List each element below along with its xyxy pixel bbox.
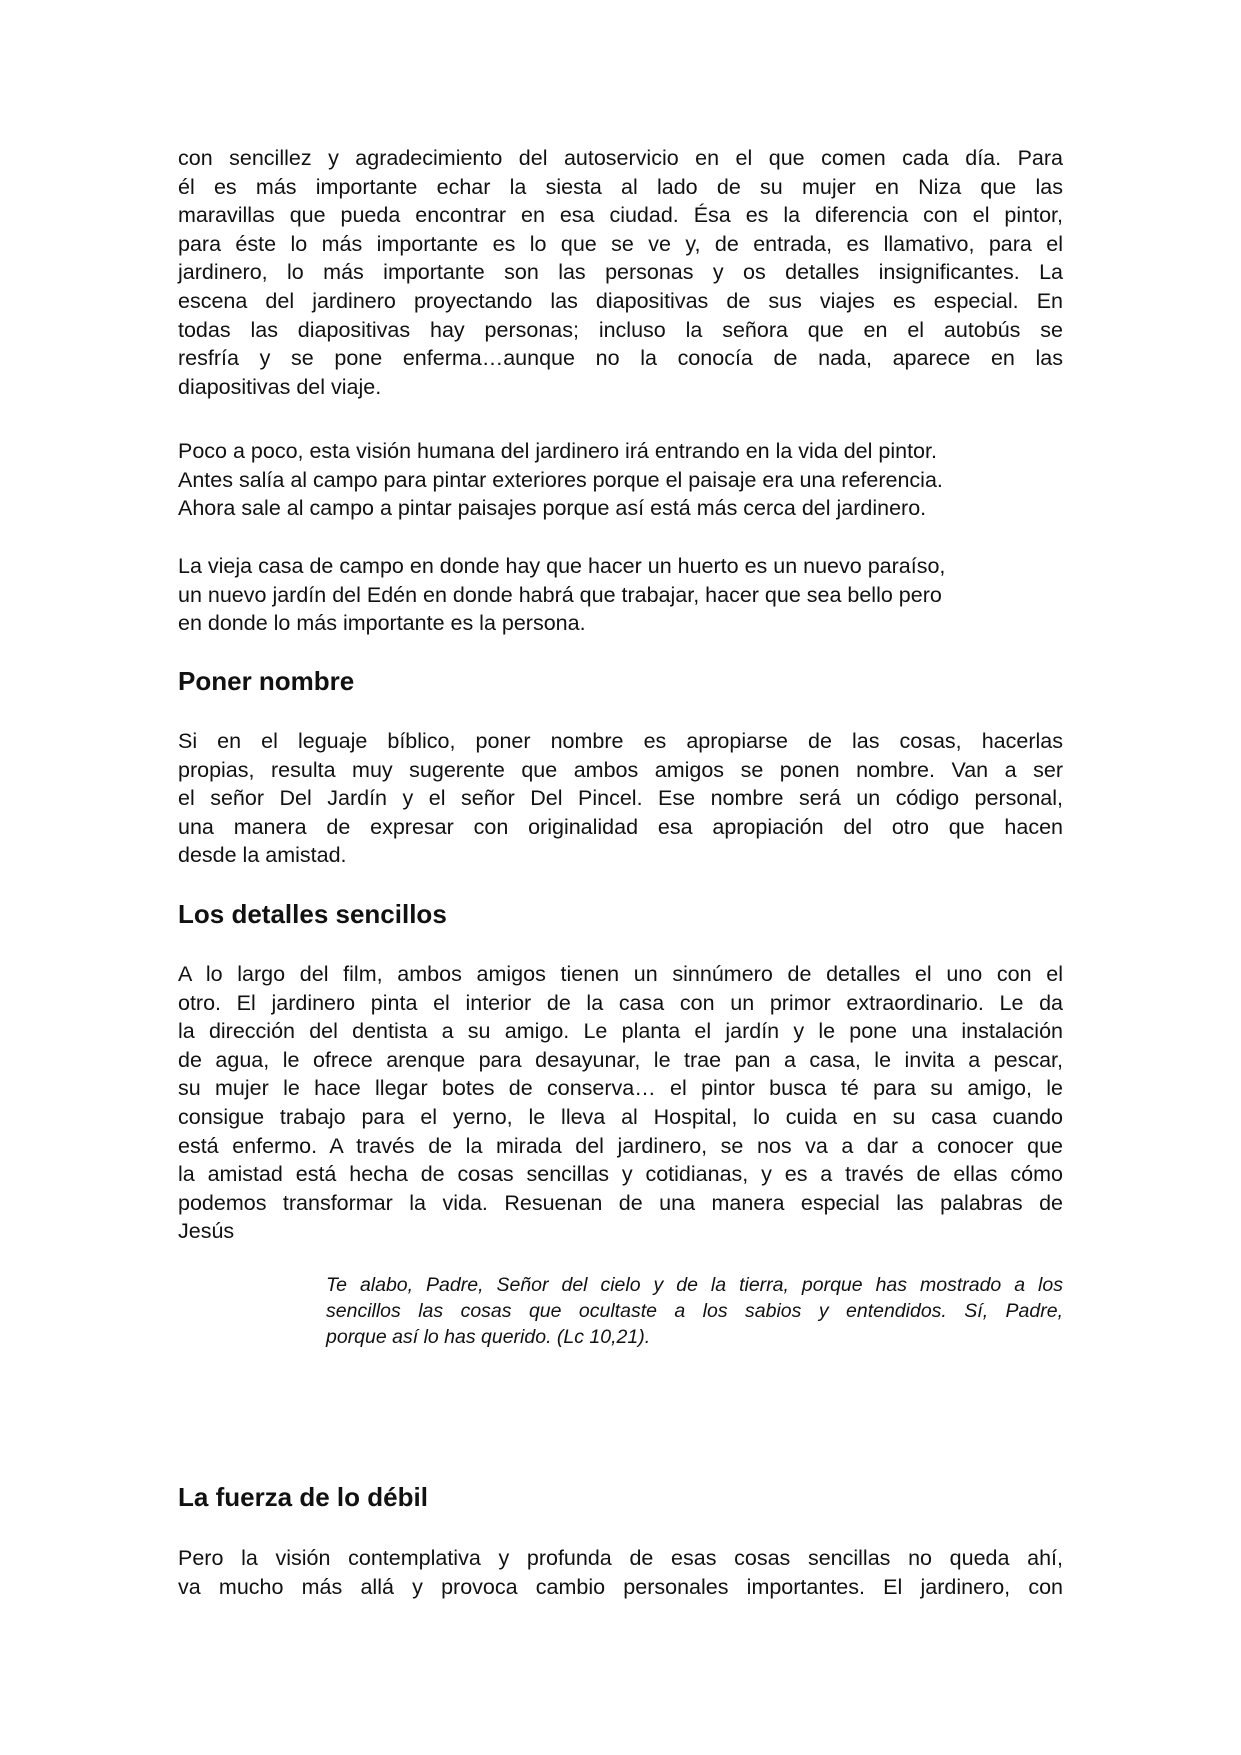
text-line: consigue trabajo para el yerno, le lleva al Hospital, lo cuida en su casa cuando [178, 1104, 1063, 1129]
text-line: resfría y se pone enferma…aunque no la conocía de nada, aparece en las [178, 346, 1063, 371]
text-line: A lo largo del film, ambos amigos tienen un sinnúmero de detalles el uno con el [178, 962, 1063, 986]
text-line: desde la amistad. [178, 843, 347, 868]
text-line: La vieja casa de campo en donde hay que hacer un huerto es un nuevo paraíso, [178, 554, 946, 578]
text-line: una manera de expresar con originalidad esa apropiación del otro que hacen [178, 814, 1063, 839]
text-line: Antes salía al campo para pintar exteriores porque el paisaje era una referencia. [178, 467, 943, 492]
text-line: podemos transformar la vida. Resuenan de una manera especial las palabras de [178, 1190, 1063, 1215]
text-line: él es más importante echar la siesta al lado de su mujer en Niza que las [178, 174, 1063, 199]
text-line: un nuevo jardín del Edén en donde habrá que trabajar, hacer que sea bello pero [178, 582, 942, 607]
text-line: diapositivas del viaje. [178, 374, 382, 399]
text-line: la dirección del dentista a su amigo. Le planta el jardín y le pone una instalación [178, 1019, 1063, 1044]
text-line: Jesús [178, 1219, 235, 1244]
section-heading-poner-nombre: Poner nombre [178, 666, 355, 696]
paragraph-detalles-sencillos [178, 960, 1063, 1246]
text-line: en donde lo más importante es la persona. [178, 611, 586, 636]
text-line: escena del jardinero proyectando las diapositivas de sus viajes es especial. En [178, 288, 1063, 313]
text-line: maravillas que pueda encontrar en esa ciudad. Ésa es la diferencia con el pintor, [178, 203, 1063, 228]
bible-quote [326, 1272, 1063, 1350]
section-heading-fuerza-debil: La fuerza de lo débil [178, 1482, 428, 1512]
text-line: su mujer le hace llegar botes de conserva… el pintor busca té para su amigo, le [178, 1076, 1063, 1101]
text-line: otro. El jardinero pinta el interior de la casa con un primor extraordinario. Le da [178, 990, 1063, 1015]
text-line: propias, resulta muy sugerente que ambos amigos se ponen nombre. Van a ser [178, 757, 1063, 782]
text-line: jardinero, lo más importante son las personas y os detalles insignificantes. La [178, 260, 1063, 285]
text-line: va mucho más allá y provoca cambio personales importantes. El jardinero, con [178, 1574, 1063, 1599]
text-line: está enfermo. A través de la mirada del jardinero, se nos va a dar a conocer que [178, 1133, 1063, 1158]
section-heading-detalles-sencillos: Los detalles sencillos [178, 899, 447, 929]
text-line: la amistad está hecha de cosas sencillas y cotidianas, y es a través de ellas cómo [178, 1162, 1063, 1187]
text-line: el señor Del Jardín y el señor Del Pincel. Ese nombre será un código personal, [178, 786, 1063, 811]
quote-line: Te alabo, Padre, Señor del cielo y de la tierra, porque has mostrado a los [326, 1274, 1063, 1296]
text-line: de agua, le ofrece arenque para desayunar, le trae pan a casa, le invita a pescar, [178, 1047, 1063, 1072]
paragraph-fuerza-debil [178, 1544, 1063, 1601]
paragraph-poner-nombre [178, 727, 1063, 870]
text-line: para éste lo más importante es lo que se ve y, de entrada, es llamativo, para el [178, 231, 1063, 256]
text-line: Pero la visión contemplativa y profunda de esas cosas sencillas no queda ahí, [178, 1546, 1063, 1570]
text-line: con sencillez y agradecimiento del autoservicio en el que comen cada día. Para [178, 146, 1063, 170]
text-line: Poco a poco, esta visión humana del jardinero irá entrando en la vida del pintor. [178, 439, 937, 463]
text-line: Si en el leguaje bíblico, poner nombre es apropiarse de las cosas, hacerlas [178, 729, 1063, 753]
text-line: todas las diapositivas hay personas; incluso la señora que en el autobús se [178, 317, 1063, 342]
quote-line: porque así lo has querido. (Lc 10,21). [326, 1326, 651, 1348]
text-line: Ahora sale al campo a pintar paisajes porque así está más cerca del jardinero. [178, 496, 927, 521]
paragraph-2 [178, 437, 1063, 523]
paragraph-3 [178, 552, 1063, 638]
quote-line: sencillos las cosas que ocultaste a los sabios y entendidos. Sí, Padre, [326, 1300, 1063, 1322]
paragraph-1 [178, 144, 1063, 401]
